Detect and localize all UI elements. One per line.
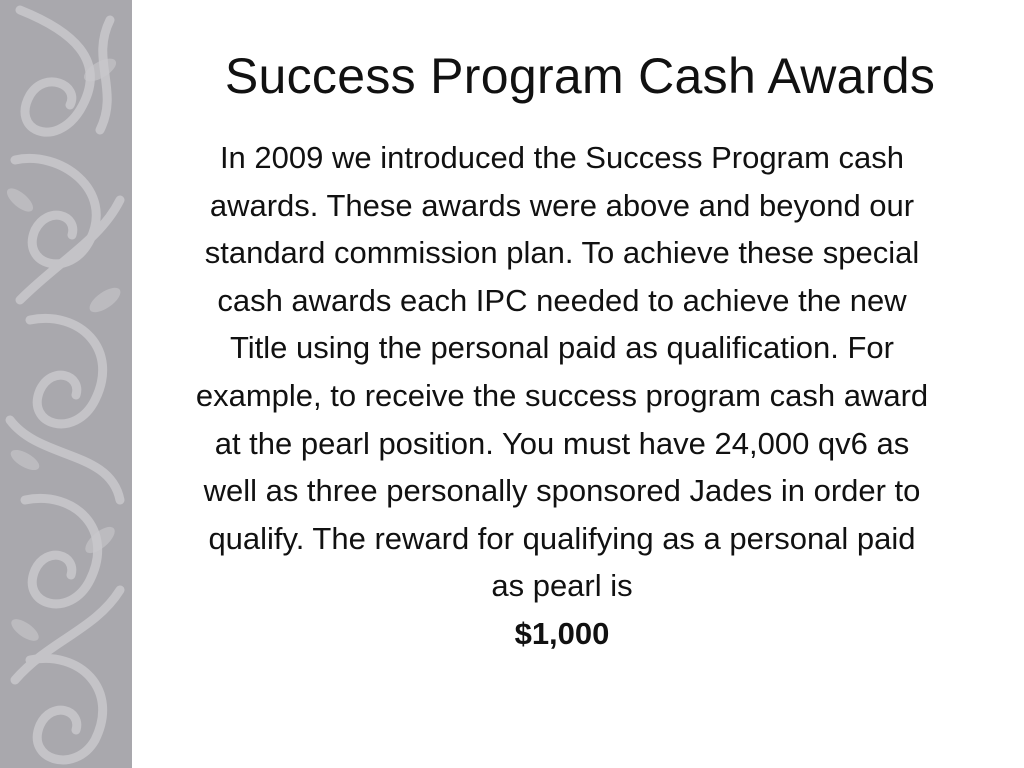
decorative-side-band xyxy=(0,0,132,768)
slide-title: Success Program Cash Awards xyxy=(224,48,936,104)
body-paragraph: In 2009 we introduced the Success Program cash awards. These awards were above and beyond our standard commission plan. To achieve these special cash awards each IPC needed to achieve the new Title using the personal paid as qualification. For example, to receive the success program cash award at the pearl position. You must have 24,000 qv6 as well as three personally sponsored Jades in order to qualify. The reward for qualifying as a personal paid as pearl is xyxy=(195,140,929,604)
floral-ornament-icon xyxy=(0,0,132,768)
reward-amount: $1,000 xyxy=(514,615,610,651)
slide-body-text xyxy=(192,134,932,658)
